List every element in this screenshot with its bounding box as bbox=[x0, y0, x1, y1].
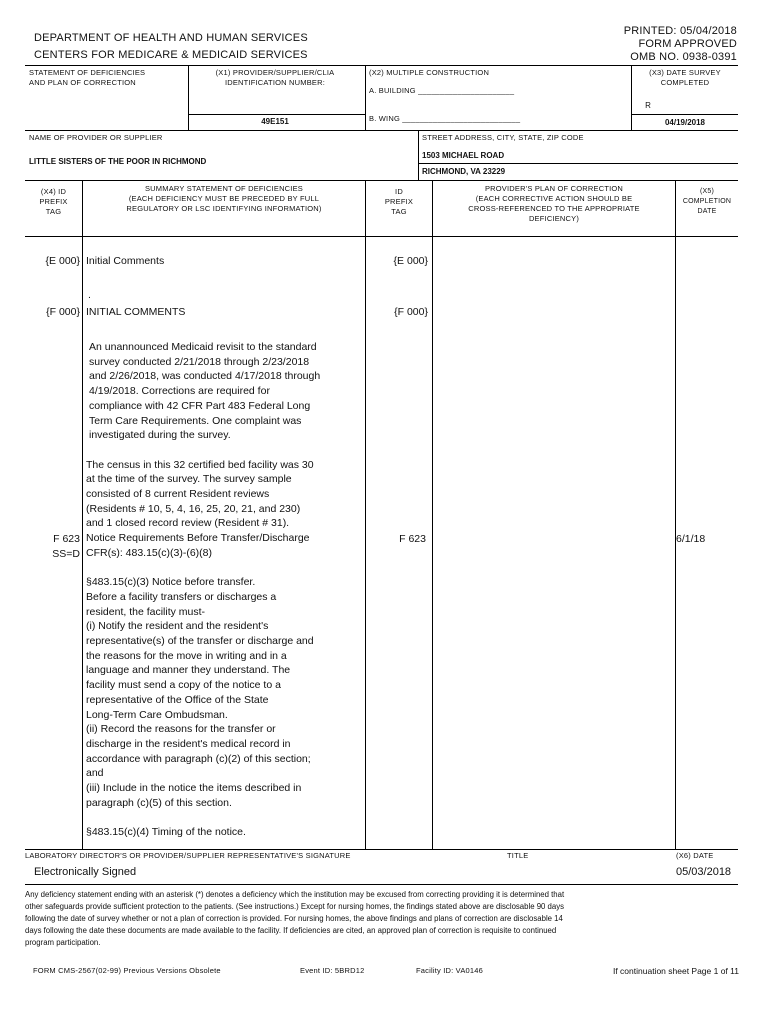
id-f000: {F 000} bbox=[394, 306, 428, 318]
div-x1-value bbox=[188, 114, 365, 115]
disclaimer-text: Any deficiency statement ending with an asterisk (*) denotes a deficiency which the institution may be excused from correcting providing it is determined that other safeguards provide sufficient protection to the patients. (See instructions.) Except for nursing homes, the findings stated above are disclosable 90 days following the date of survey whether or not a plan of correction is provided. For nursing homes, the above findings and plans of correction are disclosable 14 days following the date these documents are made available to the facility. If deficiencies are cited, an approved plan of correction is requisite to continued program participation. bbox=[25, 890, 565, 947]
agency-line-2: CENTERS FOR MEDICARE & MEDICAID SERVICES bbox=[34, 49, 308, 61]
statement-title: STATEMENT OF DEFICIENCIES AND PLAN OF CORRECTION bbox=[29, 68, 146, 87]
printed-date: PRINTED: 05/04/2018 bbox=[623, 25, 737, 37]
div-x2 bbox=[365, 65, 366, 130]
omb-number: OMB NO. 0938-0391 bbox=[630, 51, 737, 63]
col-plan-header: PROVIDER'S PLAN OF CORRECTION (EACH CORRECTIVE ACTION SHOULD BE CROSS-REFERENCED TO THE APPROPRIATE DEFICIENCY) bbox=[468, 184, 640, 223]
div-address bbox=[418, 130, 419, 180]
provider-name: LITTLE SISTERS OF THE POOR IN RICHMOND bbox=[29, 157, 207, 166]
col-id-header: ID PREFIX TAG bbox=[384, 187, 414, 216]
signature-label: LABORATORY DIRECTOR'S OR PROVIDER/SUPPLIER REPRESENTATIVE'S SIGNATURE bbox=[25, 851, 351, 860]
footer-form: FORM CMS-2567(02-99) Previous Versions Obsolete bbox=[33, 966, 221, 975]
x3-date: 04/19/2018 bbox=[664, 118, 706, 127]
col-sep-1 bbox=[82, 180, 83, 849]
rule-content bbox=[25, 236, 738, 237]
paragraph-timing: §483.15(c)(4) Timing of the notice. bbox=[86, 826, 246, 839]
f000-title: INITIAL COMMENTS bbox=[86, 306, 186, 318]
x1-label: (X1) PROVIDER/SUPPLIER/CLIA IDENTIFICATION NUMBER: bbox=[215, 68, 335, 87]
x3-r: R bbox=[645, 101, 651, 110]
paragraph-regulation: §483.15(c)(3) Notice before transfer. Before a facility transfers or discharges a resident, the facility must- (i) Notify the resident and the resident's representative(s) of the transfer or discharge and the reasons for the move in writing and in a language and manner they understand. The facility must send a copy of the notice to a representative of the Office of the State Long-Term Care Ombudsman. (ii) Record the reasons for the transfer or discharge in the resident's medical record in accordance with paragraph (c)(2) of this section; and (iii) Include in the notice the items described in paragraph (c)(5) of this section. bbox=[86, 576, 314, 809]
rule-signature bbox=[25, 849, 738, 850]
provider-label: NAME OF PROVIDER OR SUPPLIER bbox=[29, 133, 163, 142]
x2-wing: B. WING ___________________________ bbox=[369, 114, 521, 123]
severity-ss: SS=D bbox=[52, 548, 80, 560]
col-x4-header: (X4) ID PREFIX TAG bbox=[39, 187, 68, 216]
div-x3 bbox=[631, 65, 632, 130]
tag-e000: {E 000} bbox=[45, 255, 80, 267]
footer-event-id: Event ID: 5BRD12 bbox=[300, 966, 365, 975]
address-line-2: RICHMOND, VA 23229 bbox=[422, 167, 506, 176]
x1-value: 49E151 bbox=[261, 117, 289, 126]
signature-date: 05/03/2018 bbox=[676, 866, 732, 878]
col-sep-3 bbox=[432, 180, 433, 849]
form-approved: FORM APPROVED bbox=[638, 38, 737, 50]
paragraph-survey: An unannounced Medicaid revisit to the standard survey conducted 2/21/2018 through 2/23/2018 and 2/26/2018, was conducted 4/17/2018 through 4/19/2018. Corrections are required for compliance with 42 CFR Part 483 Federal Long Term Care Requirements. One complaint was investigated during the survey. bbox=[89, 341, 321, 442]
rule-disclaimer bbox=[25, 884, 738, 885]
x2-building: A. BUILDING ______________________ bbox=[369, 86, 515, 95]
summary-body bbox=[86, 340, 364, 840]
col-sep-4 bbox=[675, 180, 676, 849]
title-label: TITLE bbox=[507, 851, 529, 860]
address-line-1: 1503 MICHAEL ROAD bbox=[422, 151, 505, 160]
footer-facility-id: Facility ID: VA0146 bbox=[416, 966, 484, 975]
id-f623: F 623 bbox=[399, 533, 426, 545]
dot-marker: . bbox=[88, 289, 91, 301]
tag-f000: {F 000} bbox=[46, 306, 80, 318]
x3-label: (X3) DATE SURVEY COMPLETED bbox=[649, 68, 721, 87]
agency-line-1: DEPARTMENT OF HEALTH AND HUMAN SERVICES bbox=[34, 32, 308, 44]
tag-f623: F 623 bbox=[53, 533, 80, 545]
rule-provider bbox=[25, 130, 738, 131]
signature-value: Electronically Signed bbox=[34, 866, 137, 878]
div-x3-date bbox=[631, 114, 738, 115]
paragraph-census: The census in this 32 certified bed facility was 30 at the time of the survey. The survey sample consisted of 8 current Resident reviews (Residents # 10, 5, 4, 16, 25, 20, 21, and 230) and 1 closed record review (Resident # 31). Notice Requirements Before Transfer/Discharge CFR(s): 483.15(c)(3)-(6)(8) bbox=[86, 458, 314, 559]
div-address-line bbox=[418, 163, 738, 164]
footer-page: If continuation sheet Page 1 of 11 bbox=[612, 966, 739, 976]
f623-completion-date: 6/1/18 bbox=[676, 533, 706, 545]
address-label: STREET ADDRESS, CITY, STATE, ZIP CODE bbox=[422, 133, 584, 142]
e000-title: Initial Comments bbox=[86, 255, 165, 267]
col-sep-2 bbox=[365, 180, 366, 849]
col-summary-header: SUMMARY STATEMENT OF DEFICIENCIES (EACH DEFICIENCY MUST BE PRECEDED BY FULL REGULATORY OR LSC IDENTIFYING INFORMATION) bbox=[126, 184, 322, 213]
col-x5-header: (X5) COMPLETION DATE bbox=[682, 188, 732, 215]
div-x1 bbox=[188, 65, 189, 130]
id-e000: {E 000} bbox=[393, 255, 428, 267]
date-label: (X6) DATE bbox=[676, 851, 714, 860]
x2-label: (X2) MULTIPLE CONSTRUCTION bbox=[369, 68, 490, 77]
rule-columns bbox=[25, 180, 738, 181]
